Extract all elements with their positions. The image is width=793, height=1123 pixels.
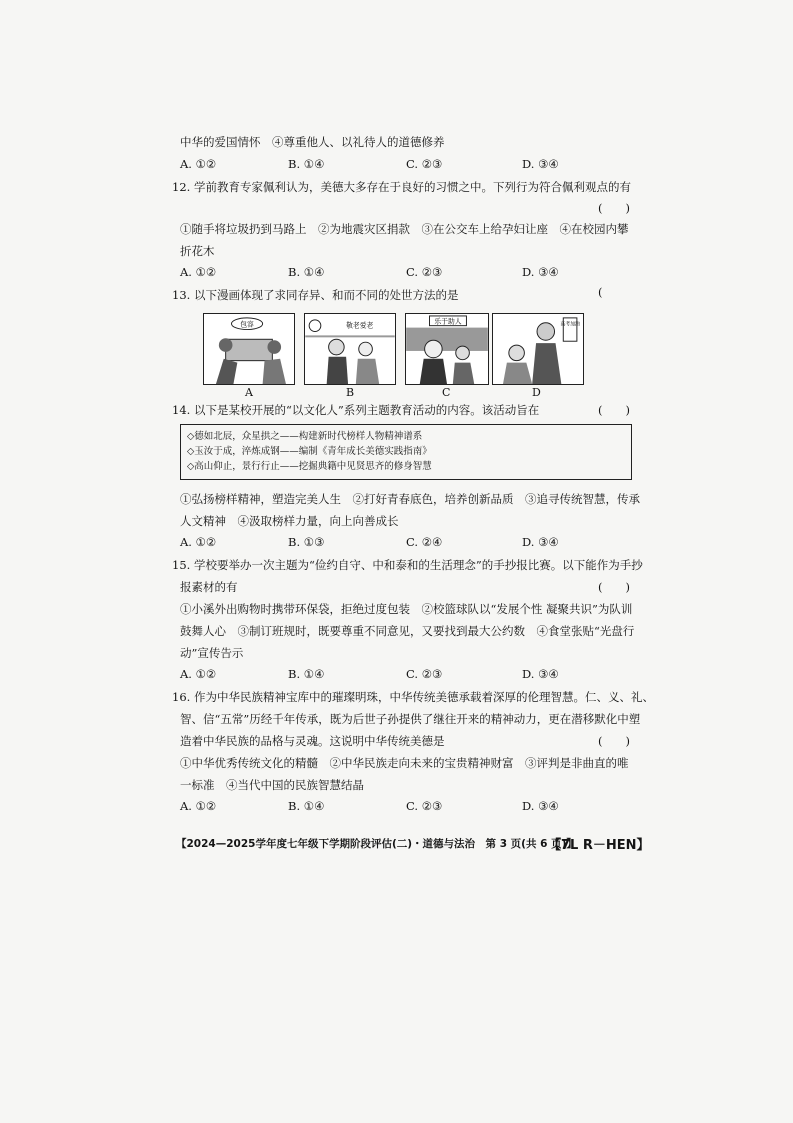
- q16-option-c[interactable]: C. ②③: [406, 799, 443, 813]
- comic-b-image[interactable]: [304, 313, 396, 385]
- q11-option-a[interactable]: A. ①②: [180, 157, 217, 171]
- q11-option-d[interactable]: D. ③④: [522, 157, 559, 171]
- comic-c-label: C: [442, 386, 451, 399]
- q15-option-c[interactable]: C. ②③: [406, 667, 443, 681]
- q12-option-b[interactable]: B. ①④: [288, 265, 325, 279]
- q12-items-line1: ①随手将垃圾扔到马路上 ②为地震灾区捐款 ③在公交车上给孕妇让座 ④在校园内攀: [180, 222, 629, 236]
- q15-stem-line1: 15. 学校要举办一次主题为“俭约自守、中和泰和的生活理念”的手抄报比赛。以下能作为手抄: [172, 558, 643, 572]
- q11-continuation: 中华的爱国情怀 ④尊重他人、以礼待人的道德修养: [180, 135, 445, 149]
- q14-items-line2: 人文精神 ④汲取榜样力量，向上向善成长: [180, 514, 399, 528]
- q16-option-b[interactable]: B. ①④: [288, 799, 325, 813]
- page-footer-info: 【2024—2025学年度七年级下学期阶段评估(二)・道德与法治 第 3 页(共 6 页)】: [176, 838, 577, 850]
- q14-option-a[interactable]: A. ①②: [180, 535, 217, 549]
- q12-answer-paren[interactable]: ( ): [598, 201, 630, 215]
- q16-answer-paren[interactable]: ( ): [598, 734, 630, 748]
- q11-option-c[interactable]: C. ②③: [406, 157, 443, 171]
- q16-stem-line1: 16. 作为中华民族精神宝库中的璀璨明珠，中华传统美德承载着深厚的伦理智慧。仁、义、礼、: [172, 690, 654, 704]
- q16-items-line1: ①中华优秀传统文化的精髓 ②中华民族走向未来的宝贵精神财富 ③评判是非曲直的唯: [180, 756, 629, 770]
- q16-stem-line3: 造着中华民族的品格与灵魂。这说明中华传统美德是: [180, 734, 445, 748]
- q13-answer-paren[interactable]: (: [598, 285, 603, 299]
- q16-options: [180, 799, 600, 815]
- comic-c-image[interactable]: [405, 313, 489, 385]
- q14-activity-1: ◇德如北辰，众星拱之——构建新时代榜样人物精神谱系: [187, 431, 423, 442]
- page-footer-code: 【7L R－HEN】: [548, 838, 650, 853]
- q15-answer-paren[interactable]: ( ): [598, 580, 630, 594]
- q12-option-a[interactable]: A. ①②: [180, 265, 217, 279]
- q16-items-line2: 一标准 ④当代中国的民族智慧结晶: [180, 778, 364, 792]
- q14-option-d[interactable]: D. ③④: [522, 535, 559, 549]
- comic-d-label: D: [532, 386, 541, 399]
- comic-b-label: B: [346, 386, 355, 399]
- comic-d-caption: 高考加油: [560, 321, 580, 328]
- q15-stem-line2: 报素材的有: [180, 580, 238, 594]
- q15-options: [180, 667, 600, 683]
- q12-stem: 12. 学前教育专家佩利认为，美德大多存在于良好的习惯之中。下列行为符合佩利观点的有: [172, 180, 631, 194]
- q16-stem-line2: 智、信“五常”历经千年传承，既为后世子孙提供了继往开来的精神动力，更在潜移默化中塑: [180, 712, 641, 726]
- q14-activity-2: ◇玉汝于成，淬炼成钢——编制《青年成长美德实践指南》: [187, 446, 432, 457]
- q15-items-line2: 鼓舞人心 ③制订班规时，既要尊重不同意见，又要找到最大公约数 ④食堂张贴“光盘行: [180, 624, 635, 638]
- q12-option-c[interactable]: C. ②③: [406, 265, 443, 279]
- q16-option-a[interactable]: A. ①②: [180, 799, 217, 813]
- comic-a-caption: 包容: [240, 320, 254, 329]
- q15-option-b[interactable]: B. ①④: [288, 667, 325, 681]
- q14-option-c[interactable]: C. ②④: [406, 535, 443, 549]
- q14-options: [180, 535, 600, 551]
- q12-options: [180, 265, 600, 281]
- q14-activity-3: ◇高山仰止，景行行止——挖掘典籍中见贤思齐的修身智慧: [187, 461, 432, 472]
- q15-option-a[interactable]: A. ①②: [180, 667, 217, 681]
- q16-option-d[interactable]: D. ③④: [522, 799, 559, 813]
- q15-items-line3: 动”宣传告示: [180, 646, 244, 660]
- q11-option-b[interactable]: B. ①④: [288, 157, 325, 171]
- q12-items-line2: 折花木: [180, 244, 215, 258]
- comic-d-image[interactable]: [492, 313, 584, 385]
- q14-items-line1: ①弘扬榜样精神，塑造完美人生 ②打好青春底色，培养创新品质 ③追寻传统智慧，传承: [180, 492, 640, 506]
- q11-options: [180, 157, 600, 173]
- comic-a-image[interactable]: [203, 313, 295, 385]
- q14-answer-paren[interactable]: ( ): [598, 403, 630, 417]
- q14-option-b[interactable]: B. ①③: [288, 535, 325, 549]
- comic-b-caption: 敬老爱老: [346, 321, 374, 330]
- q15-option-d[interactable]: D. ③④: [522, 667, 559, 681]
- q12-option-d[interactable]: D. ③④: [522, 265, 559, 279]
- comic-a-label: A: [245, 386, 253, 399]
- q14-activity-box: [180, 424, 632, 480]
- comic-c-caption: 乐于助人: [434, 317, 462, 326]
- q15-items-line1: ①小溪外出购物时携带环保袋，拒绝过度包装 ②校篮球队以“发展个性 凝聚共识”为队训: [180, 602, 633, 616]
- q13-stem: 13. 以下漫画体现了求同存异、和而不同的处世方法的是: [172, 288, 459, 302]
- q14-stem: 14. 以下是某校开展的“以文化人”系列主题教育活动的内容。该活动旨在: [172, 403, 540, 417]
